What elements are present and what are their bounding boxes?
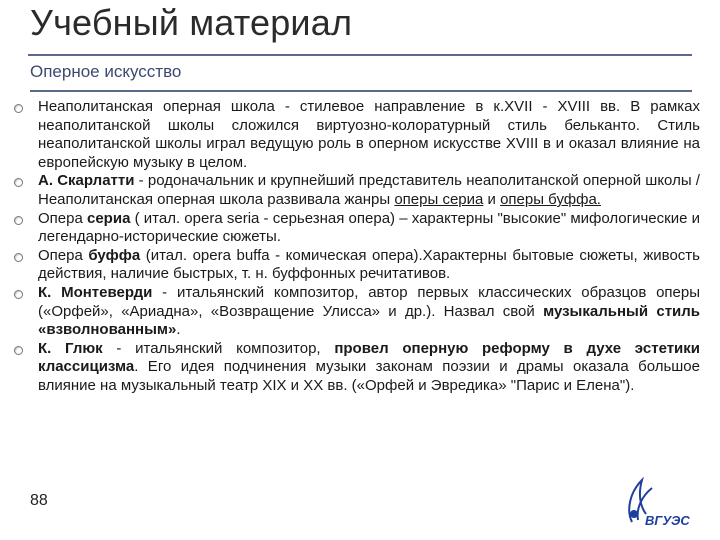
list-item (14, 247, 700, 284)
term-bold: музыкальный стиль «взволнованным» (38, 302, 701, 339)
item-text: . (176, 321, 181, 339)
bullet-icon (14, 346, 23, 355)
item-text: - итальянский композитор, (102, 339, 335, 357)
opera-seria-link[interactable]: оперы сериа (394, 190, 484, 208)
bullet-icon (14, 253, 23, 262)
composer-name: К. Глюк (38, 339, 103, 357)
list-item (14, 98, 700, 172)
bullet-icon (14, 178, 23, 187)
slide-subtitle: Оперное искусство (30, 62, 182, 81)
item-text: . Его идея подчинения музыки законам поэзии и драмы оказала большое влияние на музыкальный театр XIX и XX вв. («Орфей и Эвредика» "Парис и Елена"). (38, 358, 700, 394)
bullet-icon (14, 290, 23, 299)
list-item (14, 210, 700, 247)
subtitle-divider (30, 90, 692, 92)
item-text: (итал. opera buffa - комическая опера).Характерны бытовые сюжеты, живость действия, наличие быстрых, т. н. буффонных речитативов. (38, 246, 700, 283)
term-bold: буффа (88, 246, 141, 264)
item-text: Опера (38, 209, 87, 227)
slide-title: Учебный материал (30, 2, 353, 43)
composer-name: А. Скарлатти (38, 172, 135, 190)
bullet-list (14, 98, 700, 396)
university-logo-icon (612, 470, 690, 536)
item-text: ( итал. opera seria - серьезная опера) – характерны "высокие" мифологические и легендарно-исторические сюжеты. (38, 209, 700, 246)
item-text: - итальянский композитор, автор первых классических образцов оперы («Орфей», «Ариадна», «Возвращение Улисса» и др.). Назвал свой (38, 283, 701, 320)
term-bold: сериа (87, 209, 131, 227)
opera-buffa-link[interactable]: оперы буффа. (500, 190, 601, 208)
bullet-icon (14, 216, 23, 225)
bullet-icon (14, 104, 23, 113)
logo-wordmark: ВГУЭС (645, 513, 690, 528)
composer-name: К. Монтеверди (38, 283, 153, 301)
item-text: и (483, 190, 501, 208)
title-divider (28, 54, 692, 56)
list-item (14, 284, 700, 340)
list-item (14, 340, 700, 396)
list-item (14, 172, 700, 209)
page-number: 88 (30, 492, 48, 509)
item-text: - родоначальник и крупнейший представитель неаполитанской оперной школы /Неаполитанская оперная школа развивала жанры (38, 172, 700, 208)
item-text: Неаполитанская оперная школа - стилевое направление в к.XVII - XVIII вв. В рамках неаполитанской школы сложился виртуозно-колоратурный стиль бельканто. Стиль неаполитанской школы играл ведущую роль в оперном искусстве XVIII в и оказал влияние на европейскую музыку в целом. (38, 98, 700, 171)
term-bold: провел оперную реформу в духе эстетики классицизма (38, 339, 701, 376)
item-text: Опера (38, 246, 89, 264)
